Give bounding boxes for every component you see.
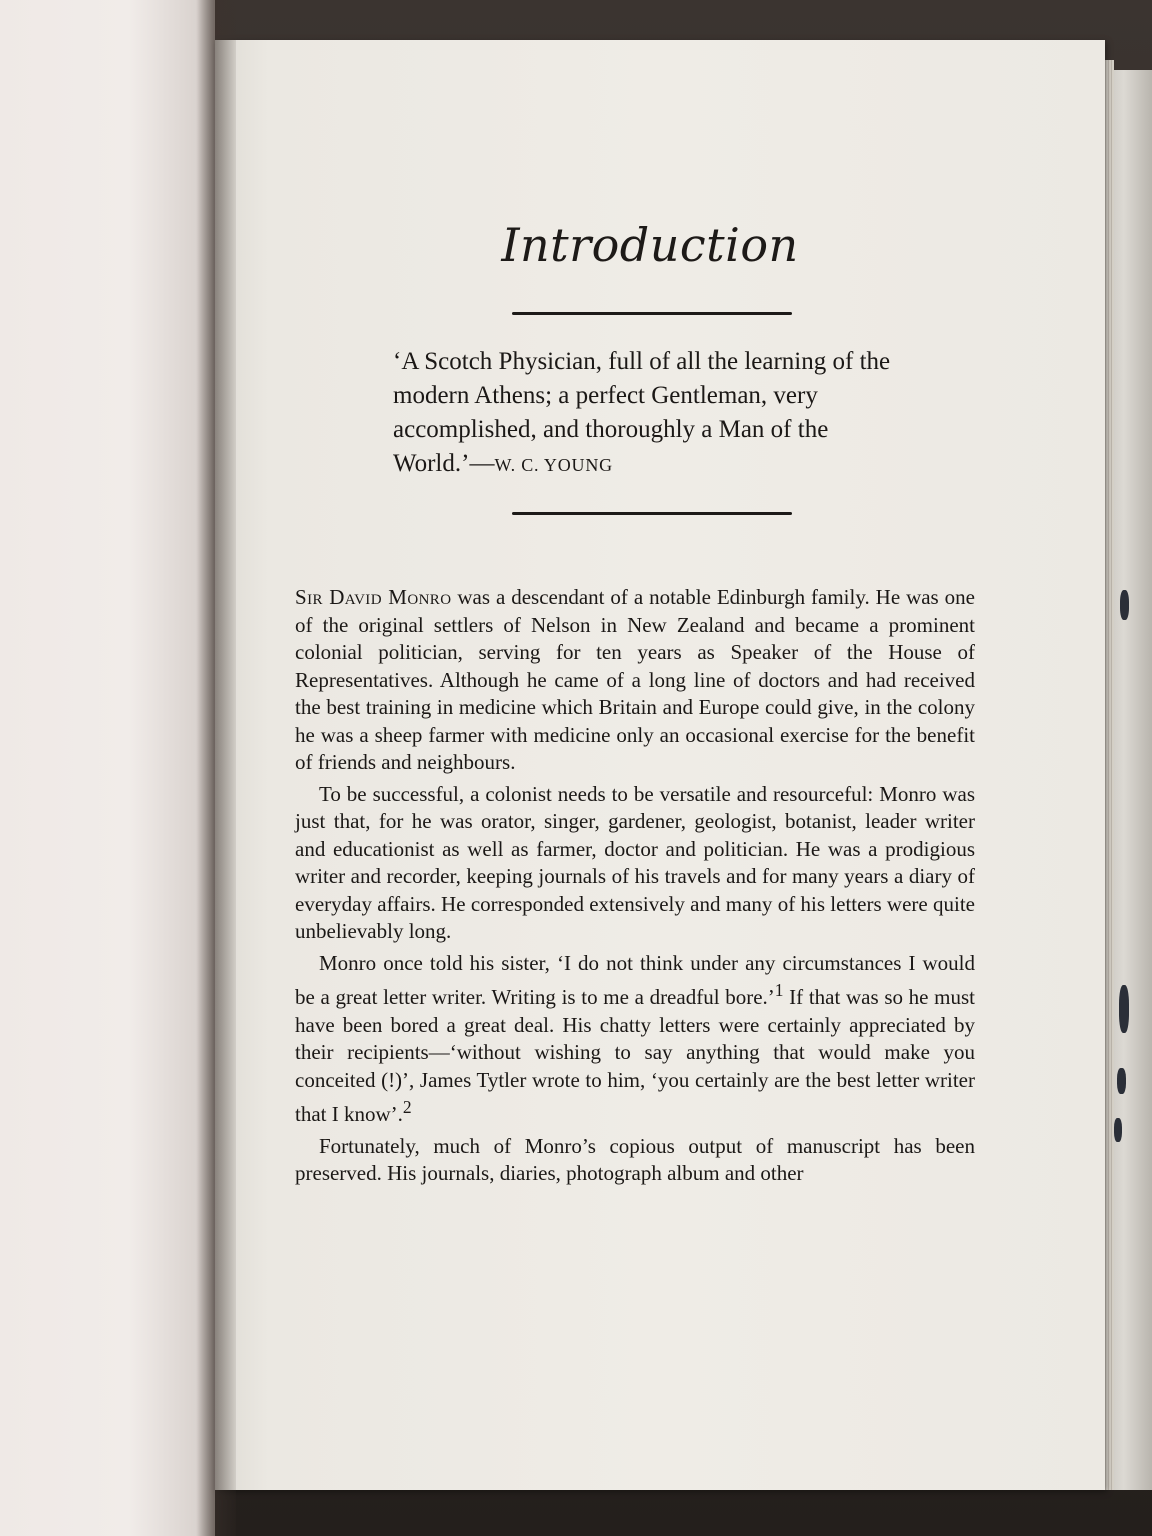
paragraph-3-text-b: If that was so he must have been bored a great deal. His chatty letters were certainly appreciated by their recipients—‘without wishing to say anything that would make you conceited (!)’, James Tytler wrote to him, ‘you certainly are the best letter writer that I know’. [295,985,975,1126]
paragraph-3 [295,950,975,1129]
epigraph-divider-rule [512,512,792,515]
epigraph [393,345,913,482]
ink-blot-mark [1120,590,1129,620]
ink-blot-mark [1119,985,1129,1033]
ink-blot-mark [1114,1118,1122,1142]
left-page-blank [0,0,215,1536]
paragraph-1 [295,584,975,777]
paragraph-1-text: was a descendant of a notable Edinburgh family. He was one of the original settlers of Nelson in New Zealand and became a prominent colonial politician, serving for ten years as Speaker of the House of Representatives. Although he came of a long line of doctors and had received the best training in medicine which Britain and Europe could give, in the colony he was a sheep farmer with medicine only an occasional exercise for the benefit of friends and neighbours. [295,585,975,774]
paragraph-3-text-a: Monro once told his sister, ‘I do not think under any circumstances I would be a great letter writer. Writing is to me a dreadful bore.’ [295,950,975,1009]
footnote-ref-2: 2 [402,1097,412,1117]
page-title: Introduction [501,218,799,272]
paragraph-2: To be successful, a colonist needs to be versatile and resourceful: Monro was just that, for he was orator, singer, gardener, geologist, botanist, leader writer and educationist as well as farmer, doctor and politician. He was a prodigious writer and recorder, keeping journals of his travels and for many years a diary of everyday affairs. He corresponded extensively and many of his letters were quite unbelievably long. [295,781,975,943]
footnote-ref-1: 1 [774,980,784,1000]
body-text [295,584,975,1192]
epigraph-quote: ‘A Scotch Physician, full of all the learning of the modern Athens; a perfect Gentleman, very accomplished, and thoroughly a Man of the World.’— [393,348,891,477]
book-gutter-shadow [196,0,236,1536]
title-divider-rule [512,312,792,315]
paragraph-lead-small-caps: Sir David Monro [295,585,452,609]
right-page [215,40,1105,1490]
epigraph-attribution: W. C. YOUNG [494,455,613,475]
paragraph-4: Fortunately, much of Monro’s copious output of manuscript has been preserved. His journals, diaries, photograph album and other [295,1133,975,1185]
ink-blot-mark [1117,1068,1126,1094]
